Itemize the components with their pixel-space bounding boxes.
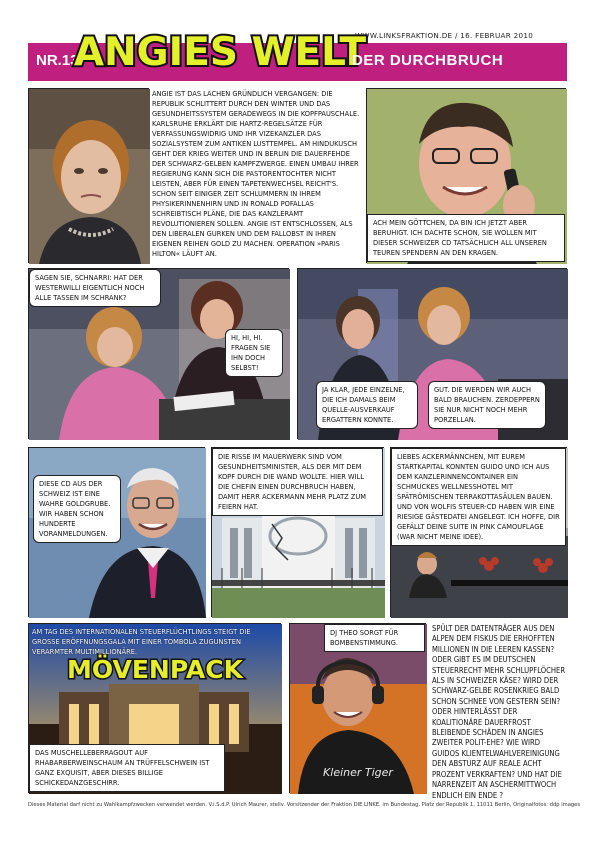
panel-7-caption: LIEBES ACKERMÄNNCHEN, MIT EUREM STARTKAPITAL KONNTEN GUIDO UND ICH AUS DEM KANZLERINNENCONTAINER EIN SCHMUCKES WELLNESSHOTEL MIT SPÄTRÖMISCHEN TERRAKOTTASÄULEN BAUEN. UND VON WOLFIS STEUER-CD HABEN WIR EINE RIESIGE GÄSTEDATEI ANGELEGT. ICH HOFFE, DIR GEFÄLLT DEINE SUITE IN PINK CAMOUFLAGE (WAR NICHT MEINE IDEE). — [391, 448, 566, 546]
panel-6-caption: DIE RISSE IM MAUERWERK SIND VOM GESUNDHEITSMINISTER, ALS DER MIT DEM KOPF DURCH DIE WAND WOLLTE. HIER WILL DIE CHEFIN EINEN DURCHBRUCH HABEN, DAMIT HERR ACKERMANN MEHR PLATZ ZUM FEIERN HAT. — [212, 448, 383, 516]
panel-9 — [289, 623, 426, 793]
panel-1-photo — [28, 88, 149, 263]
panel-8-caption-bottom: DAS MUSCHELLEBERRAGOUT AUF RHABARBERWEINSCHAUM AN TRÜFFELSCHWEIN IST GANZ EXQUISIT, ABER DIESES BILLIGE SCHICKEDANZGESCHIRR. — [29, 744, 225, 792]
panel-5-bubble: DIESE CD AUS DER SCHWEIZ IST EINE WAHRE GOLDGRUBE. WIR HABEN SCHON HUNDERTE VORANMELDUNGEN. — [33, 475, 121, 543]
panel-6 — [211, 447, 384, 617]
merkel-portrait-illustration — [29, 89, 150, 264]
panel-2 — [366, 88, 566, 263]
panel-2-caption: ACH MEIN GÖTTCHEN, DA BIN ICH JETZT ABER BERUHIGT. ICH DACHTE SCHON, SIE WOLLEN MIT DIESER SCHWEIZER CD TATSÄCHLICH ALL UNSEREN TEUREN SPENDERN AN DEN KRAGEN. — [367, 214, 565, 262]
panel-3 — [28, 268, 289, 439]
footer-disclaimer: Dieses Material darf nicht zu Wahlkampfzwecken verwendet werden. V.i.S.d.P. Ulrich Maurer, stellv. Vorsitzender der Fraktion DIE LINKE. im Bundestag, Platz der Republik 1, 11011 Berlin, Originalfotos: ddp images — [28, 802, 581, 808]
header-url-date: WWW.LINKSFRAKTION.DE / 16. FEBRUAR 2010 — [355, 31, 534, 40]
issue-number: NR.13 — [36, 52, 79, 69]
panel-9-caption: DJ THEO SORGT FÜR BOMBENSTIMMUNG. — [324, 624, 425, 652]
panel-4-bubble-1: JA KLAR, JEDE EINZELNE, DIE ICH DAMALS BEIM QUELLE-AUSVERKAUF ERGATTERN KONNTE. — [316, 381, 418, 429]
panel-4-bubble-2: GUT. DIE WERDEN WIR AUCH BALD BRAUCHEN. ZERDEPPERN SIE NUR NICHT NOCH MEHR PORZELLAN. — [428, 381, 546, 429]
panel-3-bubble-1: SAGEN SIE, SCHNARRI: HAT DER WESTERWILLI EIGENTLICH NOCH ALLE TASSEN IM SCHRANK? — [29, 269, 161, 307]
subtitle: DER DURCHBRUCH — [352, 52, 504, 69]
panel-3-bubble-2: HI, HI, HI. FRAGEN SIE IHN DOCH SELBST! — [225, 329, 283, 377]
shirt-text: Kleiner Tiger — [323, 766, 393, 779]
panel-8 — [28, 623, 281, 793]
panel-8-caption-top: AM TAG DES INTERNATIONALEN STEUERFLÜCHTLINGS STEIGT DIE GROSSE ERÖFFNUNGSGALA MIT EINER TOMBOLA ZUGUNSTEN VERARMTER MULTIMILLIONÄRE. — [32, 627, 251, 656]
panel-1-story: ANGIE IST DAS LACHEN GRÜNDLICH VERGANGEN: DIE REPUBLIK SCHLITTERT DURCH DEN WINTER UND DAS GESUNDHEITSSYSTEM GERADEWEGS IN DIE KOPFPAUSCHALE. KARLSRUHE ERKLÄRT DIE HARTZ-REGELSÄTZE FÜR VERFASSUNGSWIDRIG UND IHR VIZEKANZLER DAS SOZIALSYSTEM ZUM ANTIKEN LUSTTEMPEL. AM HINDUKUSCH GEHT DER KRIEG WEITER UND IN BERLIN DIE DAUERFEHDE DER SCHWARZ-GELBEN KAMPFZWERGE. EINEN UMBAU IHRER REGIERUNG KANN SICH DIE PASTORENTOCHTER NICHT LEISTEN, ABER FÜR EINEN TAPETENWECHSEL REICHT'S. SCHON SEIT EINIGER ZEIT SCHLUMMERN IN IHREM PHYSIKERINNENHIRN UND IN RONALD POFALLAS SCHREIBTISCH PLÄNE, DIE DAS KANZLERAMT REVOLUTIONIEREN SOLLEN. ANGIE IST ENTSCHLOSSEN, ALS DEN LIBERALEN GURKEN UND DEM FALLOBST IN IHREN EIGENEN REIHEN GOLD ZU MACHEN. OPERATION »PARIS HILTON« LÄUFT AN. — [152, 89, 360, 258]
panel-7 — [390, 447, 567, 617]
logo — [73, 21, 367, 77]
panel-10-story: SPÜLT DER DATENTRÄGER AUS DEN ALPEN DEM FISKUS DIE ERHOFFTEN MILLIONEN IN DIE LEEREN KASSEN? ODER GIBT ES IM DEUTSCHEN STEUERRECHT MEHR SCHLUPFLÖCHER ALS IN SCHWEIZER KÄSE? WIRD DER SCHWARZ-GELBE ROSENKRIEG BALD SCHON SCHNEE VON GESTERN SEIN? ODER HINTERLÄSST DER KOALITIONÄRE DAUERFROST BLEIBENDE SCHÄDEN IN ANGIES ZWEITER POLIT-EHE? WIE WIRD GUIDOS KLIENTELWAHLVEREINIGUNG DEN ABSTURZ AUF REALE ACHT PROZENT VERKRAFTEN? UND HAT DIE NARRENZEIT AN ASCHERMITTWOCH ENDLICH EIN ENDE ? — [432, 624, 566, 800]
panel-5 — [28, 447, 205, 617]
panel-4 — [297, 268, 567, 439]
moevenpack-sign: MÖVENPACK — [67, 655, 243, 684]
logo-text: ANGIES WELT — [73, 30, 367, 75]
